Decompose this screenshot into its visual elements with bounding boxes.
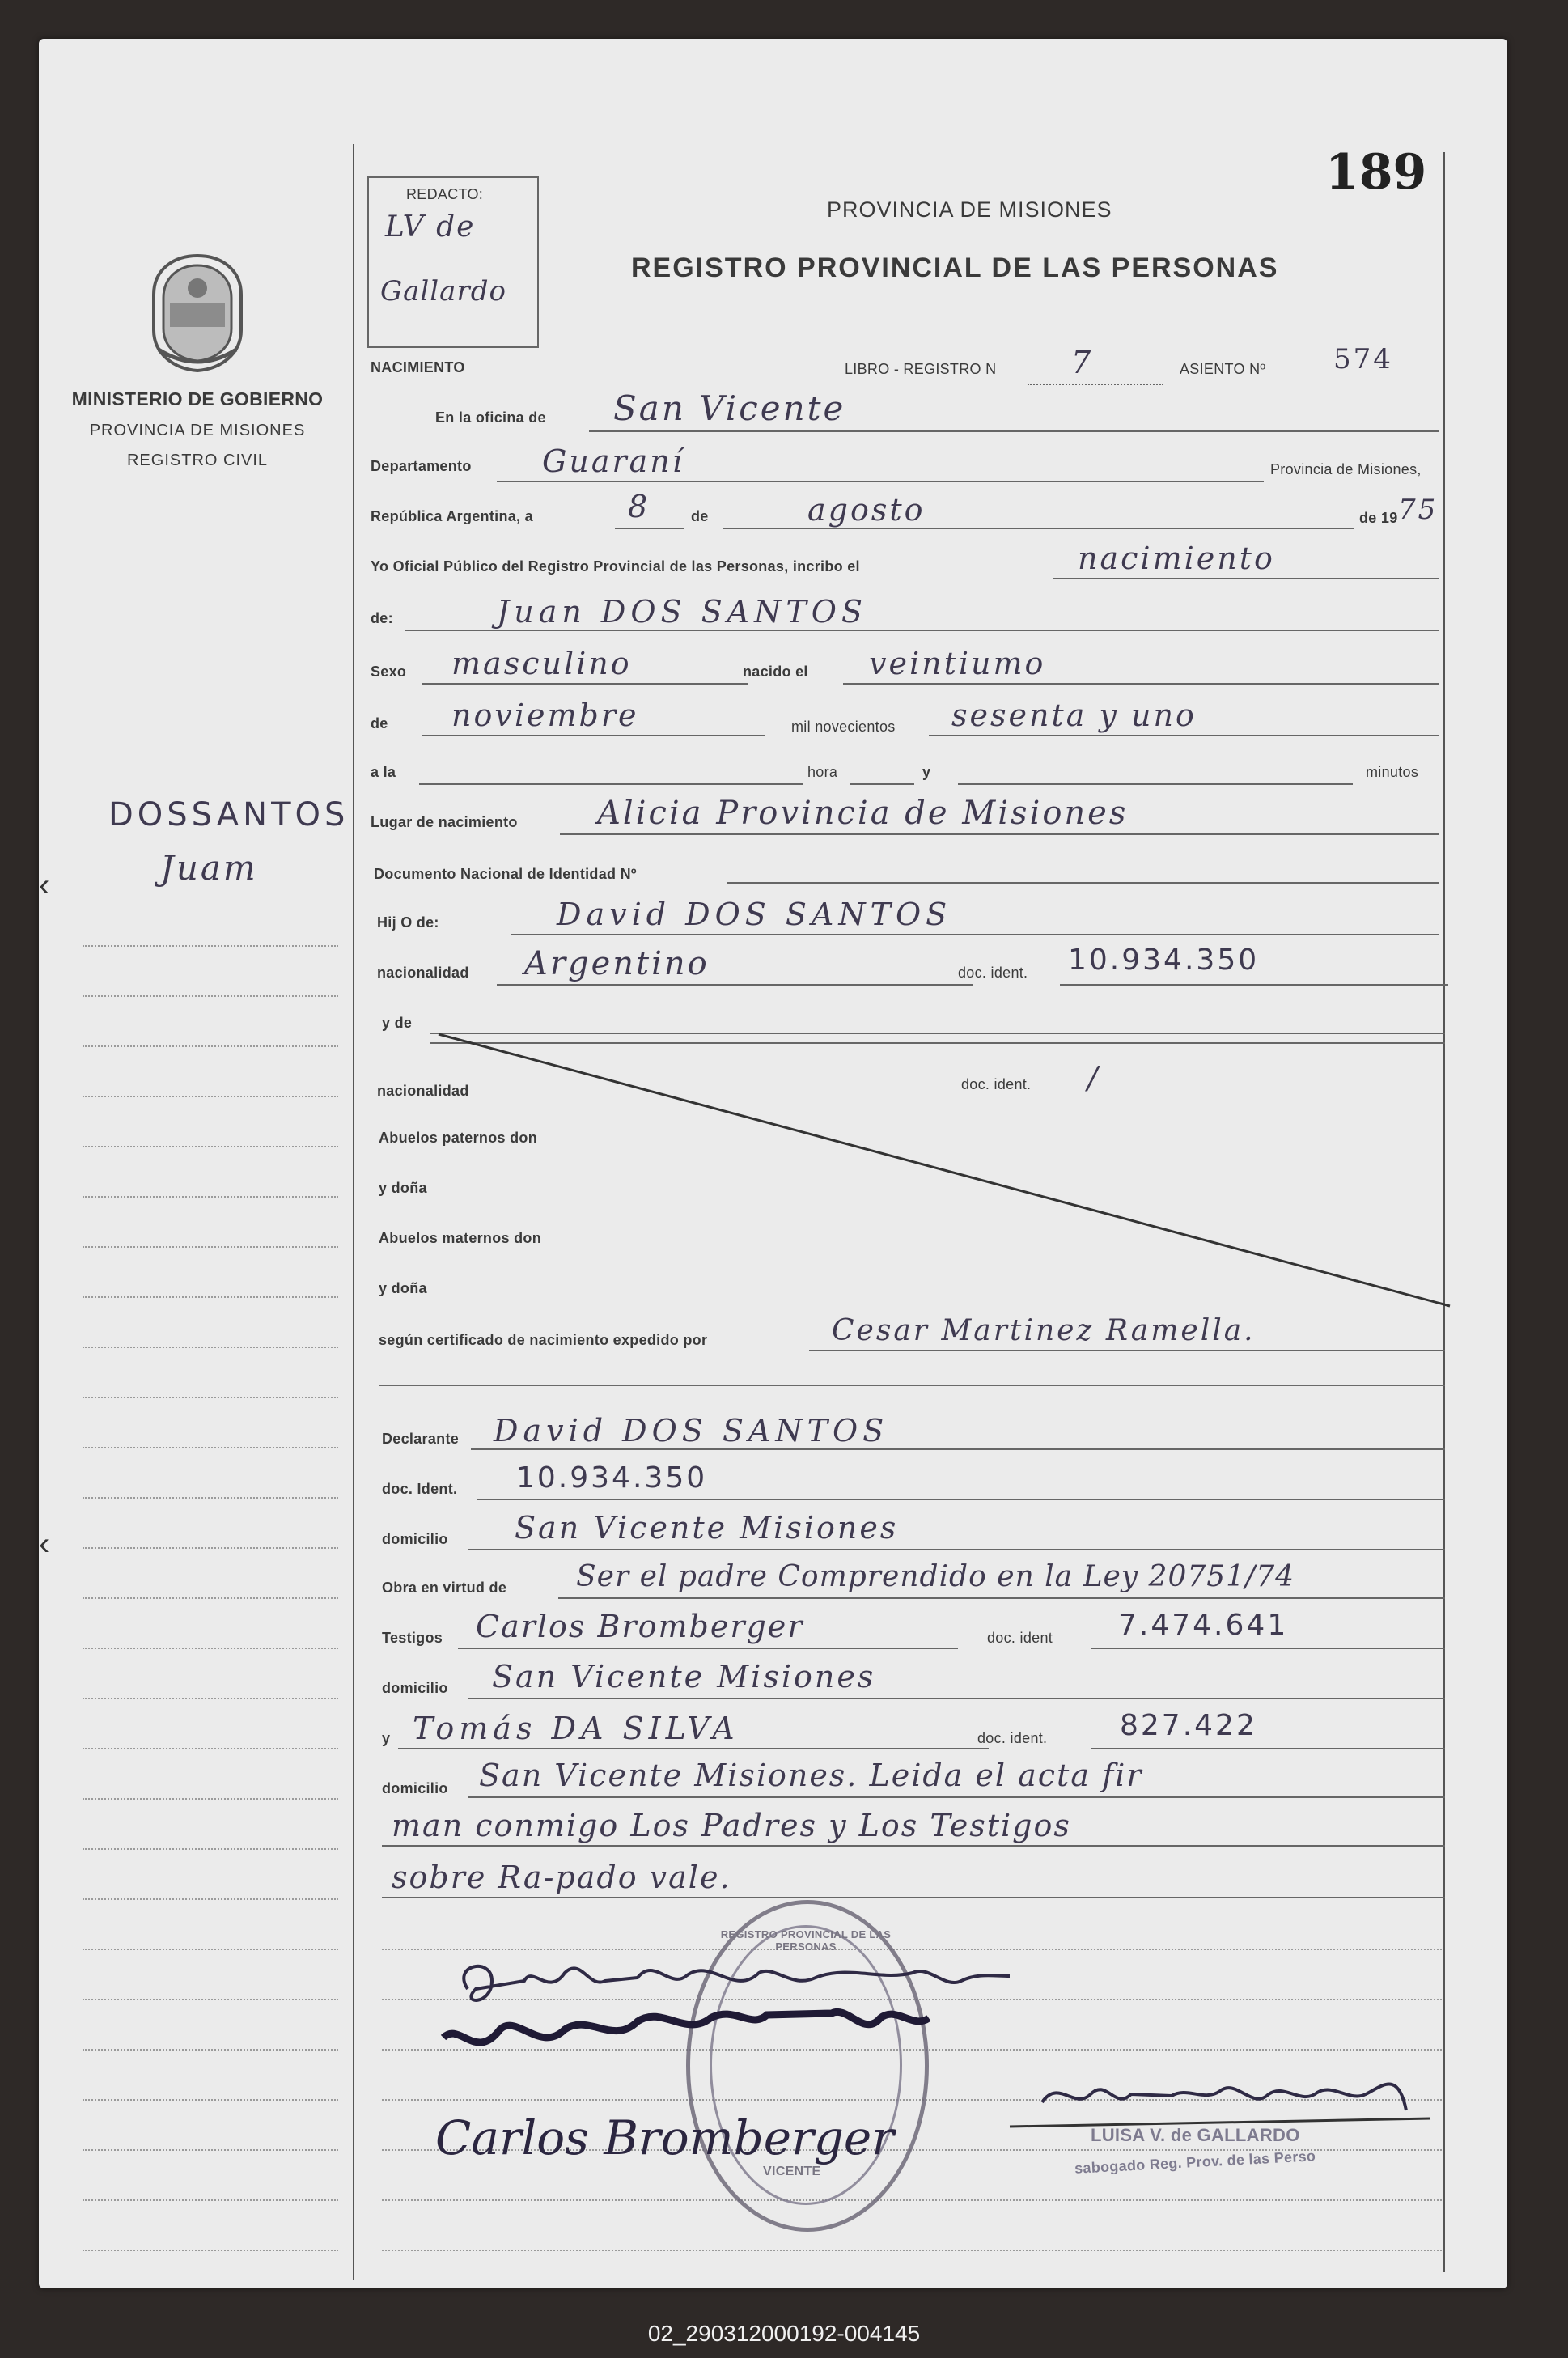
oficina-label: En la oficina de (435, 409, 546, 426)
margin-given-name: Juam (160, 848, 258, 888)
oficial-value: nacimiento (1078, 541, 1275, 576)
image-caption: 02_290312000192-004145 (647, 2321, 921, 2346)
redacto-line1: LV de (385, 210, 476, 244)
doc-declarante-line (477, 1499, 1445, 1500)
lugar-label: Lugar de nacimiento (371, 814, 518, 830)
obra-line (558, 1597, 1445, 1599)
seal-bottom: VICENTE (763, 2165, 821, 2178)
padre-value: David DOS SANTOS (557, 897, 952, 932)
de2-label: de (371, 715, 388, 732)
oficina-value: San Vicente (613, 388, 846, 428)
domicilio3-label: domicilio (382, 1780, 448, 1796)
hora-label: hora (807, 764, 838, 780)
y-dona2-label: y doña (379, 1280, 427, 1296)
domicilio-line (468, 1549, 1445, 1550)
nacimiento-label: NACIMIENTO (371, 359, 465, 375)
ministry-province: PROVINCIA DE MISIONES (89, 422, 306, 439)
redacto-line2: Gallardo (380, 275, 506, 307)
a-la-label: a la (371, 764, 396, 780)
nacido-label: nacido el (743, 664, 808, 680)
departamento-value: Guaraní (542, 443, 684, 479)
testigo2-line (398, 1748, 989, 1749)
mil-label: mil novecientos (791, 719, 896, 735)
folio-number: 189 (1325, 144, 1427, 201)
domicilio2-line (468, 1698, 1445, 1699)
signatures-left (427, 1940, 1091, 2207)
domicilio3-line (468, 1796, 1445, 1798)
margin-surname: DOSSANTOS (108, 796, 350, 833)
ministry-registry: REGISTRO CIVIL (126, 452, 269, 469)
section-divider (379, 1385, 1445, 1386)
signature-ruled-line (382, 2250, 1442, 2251)
cierre-linea3: sobre Ra-pado vale. (392, 1860, 731, 1895)
provincia-label: Provincia de Misiones, (1270, 461, 1422, 477)
testigo1-doc: 7.474.641 (1118, 1609, 1289, 1642)
y2-label: y (382, 1730, 391, 1746)
anio2-value: sesenta y uno (951, 698, 1197, 733)
anio-value: 75 (1398, 494, 1439, 526)
abuelos-pat-label: Abuelos paternos don (379, 1130, 538, 1146)
abuelos-mat-label: Abuelos maternos don (379, 1230, 542, 1246)
header-registry: REGISTRO PROVINCIAL DE LAS PERSONAS (631, 252, 1279, 283)
header-province: PROVINCIA DE MISIONES (827, 197, 1112, 222)
doc-ident3-label: doc. Ident. (382, 1481, 458, 1497)
cierre-linea2: man conmigo Los Padres y Los Testigos (392, 1808, 1071, 1843)
de-label: de (691, 508, 709, 524)
departamento-label: Departamento (371, 458, 472, 474)
doc-ident2-label: doc. ident. (961, 1076, 1032, 1092)
testigo1-line (458, 1648, 958, 1649)
declarante-line (471, 1448, 1445, 1450)
register-page (39, 39, 1507, 2288)
nombre-value: Juan DOS SANTOS (497, 594, 867, 630)
libro-value: 7 (1071, 345, 1094, 380)
testigo2-doc-line (1091, 1748, 1445, 1749)
nacionalidad-value: Argentino (524, 945, 710, 982)
certificado-value: Cesar Martinez Ramella. (832, 1314, 1256, 1347)
doc-padre-value: 10.934.350 (1068, 944, 1260, 977)
declarante-value: David DOS SANTOS (494, 1413, 889, 1448)
obra-label: Obra en virtud de (382, 1580, 507, 1596)
asiento-value: 574 (1333, 343, 1393, 375)
testigo1-doc-line (1091, 1648, 1445, 1649)
doc-ident4-label: doc. ident (987, 1630, 1053, 1646)
testigos-label: Testigos (382, 1630, 443, 1646)
obra-value: Ser el padre Comprendido en la Ley 20751/74 (576, 1560, 1295, 1593)
domicilio-label: domicilio (382, 1531, 448, 1547)
domicilio2-label: domicilio (382, 1680, 448, 1696)
margin-tick-2: ‹ (39, 1526, 50, 1562)
y-de-label: y de (382, 1015, 413, 1031)
domicilio3-value: San Vicente Misiones. Leida el acta fir (479, 1758, 1143, 1793)
nacionalidad2-label: nacionalidad (377, 1083, 469, 1099)
dia-value: 8 (628, 489, 651, 524)
domicilio2-value: San Vicente Misiones (492, 1659, 876, 1694)
testigo2-value: Tomás DA SILVA (413, 1711, 740, 1746)
cierre-line3 (382, 1897, 1445, 1898)
doc-ident-label: doc. ident. (958, 965, 1028, 981)
margin-tick-1: ‹ (39, 867, 50, 903)
republica-label: República Argentina, a (371, 508, 533, 524)
testigo2-doc: 827.422 (1120, 1709, 1257, 1742)
y-label: y (922, 764, 931, 780)
doc-ident5-label: doc. ident. (977, 1730, 1048, 1746)
declarante-label: Declarante (382, 1431, 460, 1447)
stamp-officer: LUISA V. de GALLARDO (1091, 2125, 1300, 2145)
ministry-title: MINISTERIO DE GOBIERNO (71, 388, 324, 409)
de19-label: de 19 (1359, 510, 1398, 526)
testigo1-value: Carlos Bromberger (476, 1609, 804, 1644)
libro-label: LIBRO - REGISTRO N (845, 361, 997, 377)
y-dona-label: y doña (379, 1180, 427, 1196)
hijo-label: Hij O de: (377, 914, 439, 931)
mes-value: agosto (807, 492, 926, 528)
dni-label: Documento Nacional de Identidad Nº (374, 866, 637, 882)
sexo-label: Sexo (371, 664, 407, 680)
certificado-line (809, 1350, 1445, 1351)
de-nombre-label: de: (371, 610, 393, 626)
sexo-value: masculino (451, 646, 632, 681)
redacto-label: REDACTO: (406, 186, 484, 202)
mes2-value: noviembre (451, 698, 639, 733)
certificado-label: según certificado de nacimiento expedido por (379, 1332, 708, 1348)
nacionalidad-label: nacionalidad (377, 965, 469, 981)
nacido-value: veintiumo (869, 646, 1046, 681)
asiento-label: ASIENTO Nº (1180, 361, 1266, 377)
signature-witness: Carlos Bromberger (435, 2110, 894, 2165)
doc-declarante-value: 10.934.350 (516, 1461, 708, 1495)
seal-text: REGISTRO PROVINCIAL DE LAS PERSONAS (720, 1928, 892, 1953)
domicilio-value: San Vicente Misiones (515, 1510, 899, 1546)
stamp-officer-line2: sabogado Reg. Prov. de las Perso (1074, 2148, 1316, 2177)
lugar-value: Alicia Provincia de Misiones (597, 795, 1129, 832)
minutos-label: minutos (1366, 764, 1419, 780)
oficial-label: Yo Oficial Público del Registro Provincial de las Personas, incribo el (371, 558, 860, 575)
cierre-line2 (382, 1845, 1445, 1847)
doc-madre-value: / (1087, 1060, 1100, 1096)
